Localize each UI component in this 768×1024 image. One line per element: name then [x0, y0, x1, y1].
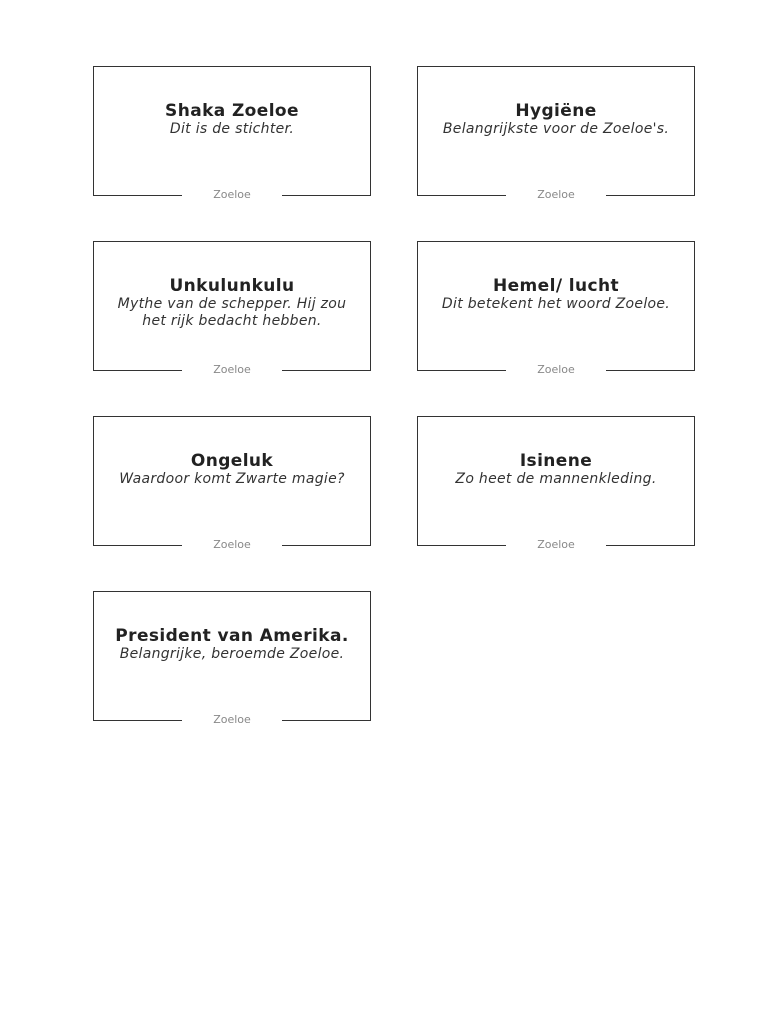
card-isinene [417, 416, 695, 551]
card-title: Isinene [519, 451, 593, 471]
card-hemel-lucht [417, 241, 695, 376]
card-unkulunkulu [93, 241, 371, 376]
card-body [112, 451, 352, 519]
card-ongeluk [93, 416, 371, 551]
card-description: Belangrijkste voor de Zoeloe's. [442, 121, 670, 137]
card-footer: Zoeloe [506, 187, 606, 203]
card-body [436, 101, 676, 169]
card-hygiene [417, 66, 695, 201]
card-body [112, 276, 352, 344]
card-body [436, 276, 676, 344]
card-description: Zo heet de mannenkleding. [455, 471, 657, 487]
card-title: Shaka Zoeloe [165, 101, 299, 121]
card-description: Dit is de stichter. [169, 121, 295, 137]
card-footer: Zoeloe [182, 537, 282, 553]
card-footer: Zoeloe [506, 362, 606, 378]
card-footer: Zoeloe [182, 712, 282, 728]
card-footer: Zoeloe [506, 537, 606, 553]
card-title: Hemel/ lucht [493, 276, 619, 296]
card-body [112, 101, 352, 169]
card-title: Unkulunkulu [169, 276, 295, 296]
card-body [436, 451, 676, 519]
card-president-van-amerika [93, 591, 371, 726]
card-title: President van Amerika. [115, 626, 349, 646]
card-description: Dit betekent het woord Zoeloe. [441, 296, 671, 312]
card-body [112, 626, 352, 694]
card-title: Ongeluk [190, 451, 274, 471]
card-title: Hygiëne [515, 101, 597, 121]
card-description: Waardoor komt Zwarte magie? [119, 471, 345, 487]
card-description: Mythe van de schepper. Hij zou het rijk bedacht hebben. [117, 296, 347, 329]
card-footer: Zoeloe [182, 187, 282, 203]
card-description: Belangrijke, beroemde Zoeloe. [119, 646, 345, 662]
card-footer: Zoeloe [182, 362, 282, 378]
card-shaka-zoeloe [93, 66, 371, 201]
